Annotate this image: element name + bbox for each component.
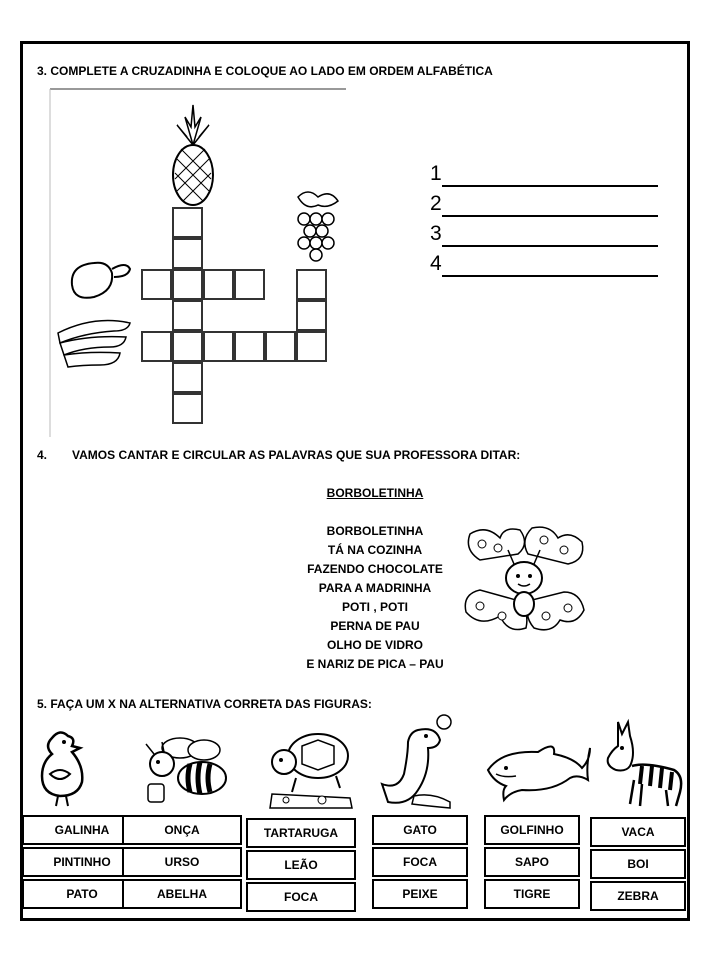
poem-line[interactable]: PARA A MADRINHA [318,581,432,595]
crossword-cell[interactable] [172,238,203,269]
crossword-cell[interactable] [296,269,327,300]
option-gato[interactable]: GATO [372,815,468,845]
crossword-cell[interactable] [203,269,234,300]
dolphin-icon [482,734,592,804]
crossword-cell[interactable] [265,331,296,362]
crossword-cell[interactable] [296,331,327,362]
crossword-cell[interactable] [172,300,203,331]
question-4-heading: VAMOS CANTAR E CIRCULAR AS PALAVRAS QUE SUA PROFESSORA DITAR: [72,448,521,462]
grapes-icon [288,187,348,267]
poem-line[interactable]: FAZENDO CHOCOLATE [307,562,443,576]
option-zebra[interactable]: ZEBRA [590,881,686,911]
crossword-cell[interactable] [234,269,265,300]
crossword-area [48,87,348,439]
crossword-cell[interactable] [234,331,265,362]
crossword-cell[interactable] [296,300,327,331]
option-tigre[interactable]: TIGRE [484,879,580,909]
poem-line[interactable]: PERNA DE PAU [330,619,420,633]
poem-line[interactable]: OLHO DE VIDRO [326,638,423,652]
banana-icon [54,315,134,375]
answer-number: 4 [430,252,442,275]
option-pintinho[interactable]: PINTINHO [22,847,142,877]
poem-line[interactable]: BORBOLETINHA [326,524,424,538]
question-4-number: 4. [37,448,48,462]
zebra-icon [596,714,688,810]
chick-icon [30,726,100,808]
option-vaca[interactable]: VACA [590,817,686,847]
crossword-cell[interactable] [172,362,203,393]
pineapple-icon [163,97,223,207]
crossword-cell[interactable] [172,207,203,238]
crossword-cell[interactable] [172,269,203,300]
option-sapo[interactable]: SAPO [484,847,580,877]
option-onca[interactable]: ONÇA [122,815,242,845]
poem-line[interactable]: TÁ NA COZINHA [327,543,423,557]
answer-number: 1 [430,162,442,185]
crossword-cell[interactable] [141,331,172,362]
answer-number: 2 [430,192,442,215]
option-leao[interactable]: LEÃO [246,850,356,880]
option-golfinho[interactable]: GOLFINHO [484,815,580,845]
option-pato[interactable]: PATO [22,879,142,909]
crossword-cell[interactable] [172,331,203,362]
turtle-icon [266,722,356,812]
crossword-cell[interactable] [141,269,172,300]
butterfly-flowers-icon [460,520,588,640]
seal-icon [378,712,460,812]
poem-line[interactable]: E NARIZ DE PICA – PAU [306,657,444,671]
option-foca[interactable]: FOCA [246,882,356,912]
crossword-cell[interactable] [203,331,234,362]
option-urso[interactable]: URSO [122,847,242,877]
option-tartaruga[interactable]: TARTARUGA [246,818,356,848]
question-3-heading: 3. COMPLETE A CRUZADINHA E COLOQUE AO LADO EM ORDEM ALFABÉTICA [37,64,493,78]
poem-line[interactable]: POTI , POTI [341,600,408,614]
option-galinha[interactable]: GALINHA [22,815,142,845]
bee-icon [138,734,232,808]
question-5-heading: 5. FAÇA UM X NA ALTERNATIVA CORRETA DAS FIGURAS: [37,697,372,711]
option-peixe[interactable]: PEIXE [372,879,468,909]
option-foca[interactable]: FOCA [372,847,468,877]
answer-number: 3 [430,222,442,245]
option-abelha[interactable]: ABELHA [122,879,242,909]
poem-title[interactable]: BORBOLETINHA [326,486,424,500]
poem [260,484,490,674]
cashew-icon [64,255,134,305]
crossword-cell[interactable] [172,393,203,424]
option-boi[interactable]: BOI [590,849,686,879]
